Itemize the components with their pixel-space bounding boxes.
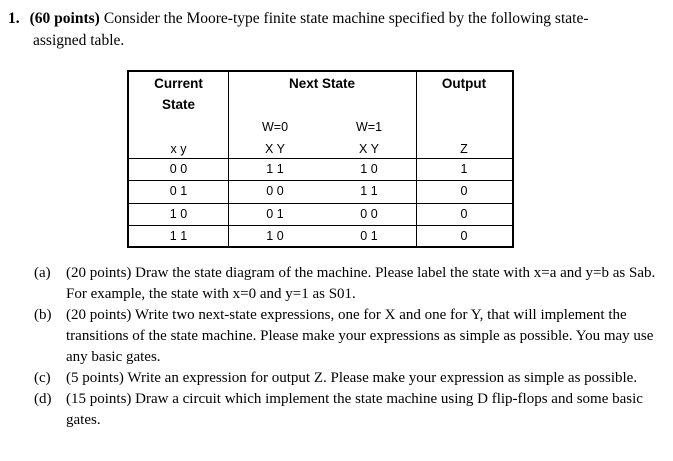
cell-next-w0: 1 0 [266,229,284,243]
table-divider [129,158,512,159]
part-b [34,305,664,368]
cell-output: 0 [460,229,468,243]
question-number: 1. [8,10,20,27]
subheader-w1-vars: X Y [359,142,379,156]
table-divider [129,180,512,181]
question-intro-line2: assigned table. [33,32,125,49]
cell-output: 1 [460,162,468,176]
part-a [34,263,664,305]
cell-output: 0 [460,184,468,198]
cell-state: 0 1 [169,184,188,198]
part-d [34,389,664,431]
cell-next-w1: 1 0 [360,162,378,176]
part-text: (5 points) Write an expression for output Z. Please make your expression as simple as possible. [66,370,638,386]
cell-next-w1: 1 1 [360,184,378,198]
question-header [8,8,648,52]
subheader-w0-vars: X Y [265,142,285,156]
part-text: (20 points) Write two next-state expressions, one for X and one for Y, that will implement the transitions of the state machine. Please make your expressions as simple as possible. You may use any basic gates. [66,307,654,365]
header-current: Current [154,76,203,91]
part-text: (15 points) Draw a circuit which implement the state machine using D flip-flops and some basic gates. [66,391,643,428]
cell-state: 1 0 [169,207,188,221]
question-points: (60 points) [29,10,100,27]
subheader-current-vars: x y [170,142,187,156]
cell-next-w1: 0 0 [360,207,378,221]
header-output: Output [441,76,487,91]
part-text: (20 points) Draw the state diagram of the machine. Please label the state with x=a and y=b as Sab. For example, the state with x=0 and y=1 as S01. [66,265,656,302]
table-divider [129,203,512,204]
cell-state: 1 1 [169,229,188,243]
part-c [34,368,664,389]
subheader-output-var: Z [460,142,468,156]
part-label: (b) [34,307,52,323]
question-parts [34,263,664,431]
cell-state: 0 0 [169,162,188,176]
subheader-w0: W=0 [261,120,289,134]
header-next-state: Next State [288,76,356,91]
question-intro-line1: Consider the Moore-type finite state machine specified by the following state- [103,10,589,27]
cell-output: 0 [460,207,468,221]
part-label: (d) [34,391,52,407]
cell-next-w0: 0 0 [266,184,284,198]
part-label: (c) [34,370,51,386]
state-table [127,70,514,248]
cell-next-w1: 0 1 [360,229,378,243]
cell-next-w0: 0 1 [266,207,284,221]
table-divider [129,225,512,226]
cell-next-w0: 1 1 [266,162,284,176]
subheader-w1: W=1 [355,120,383,134]
part-label: (a) [34,265,51,281]
header-state: State [161,97,195,112]
